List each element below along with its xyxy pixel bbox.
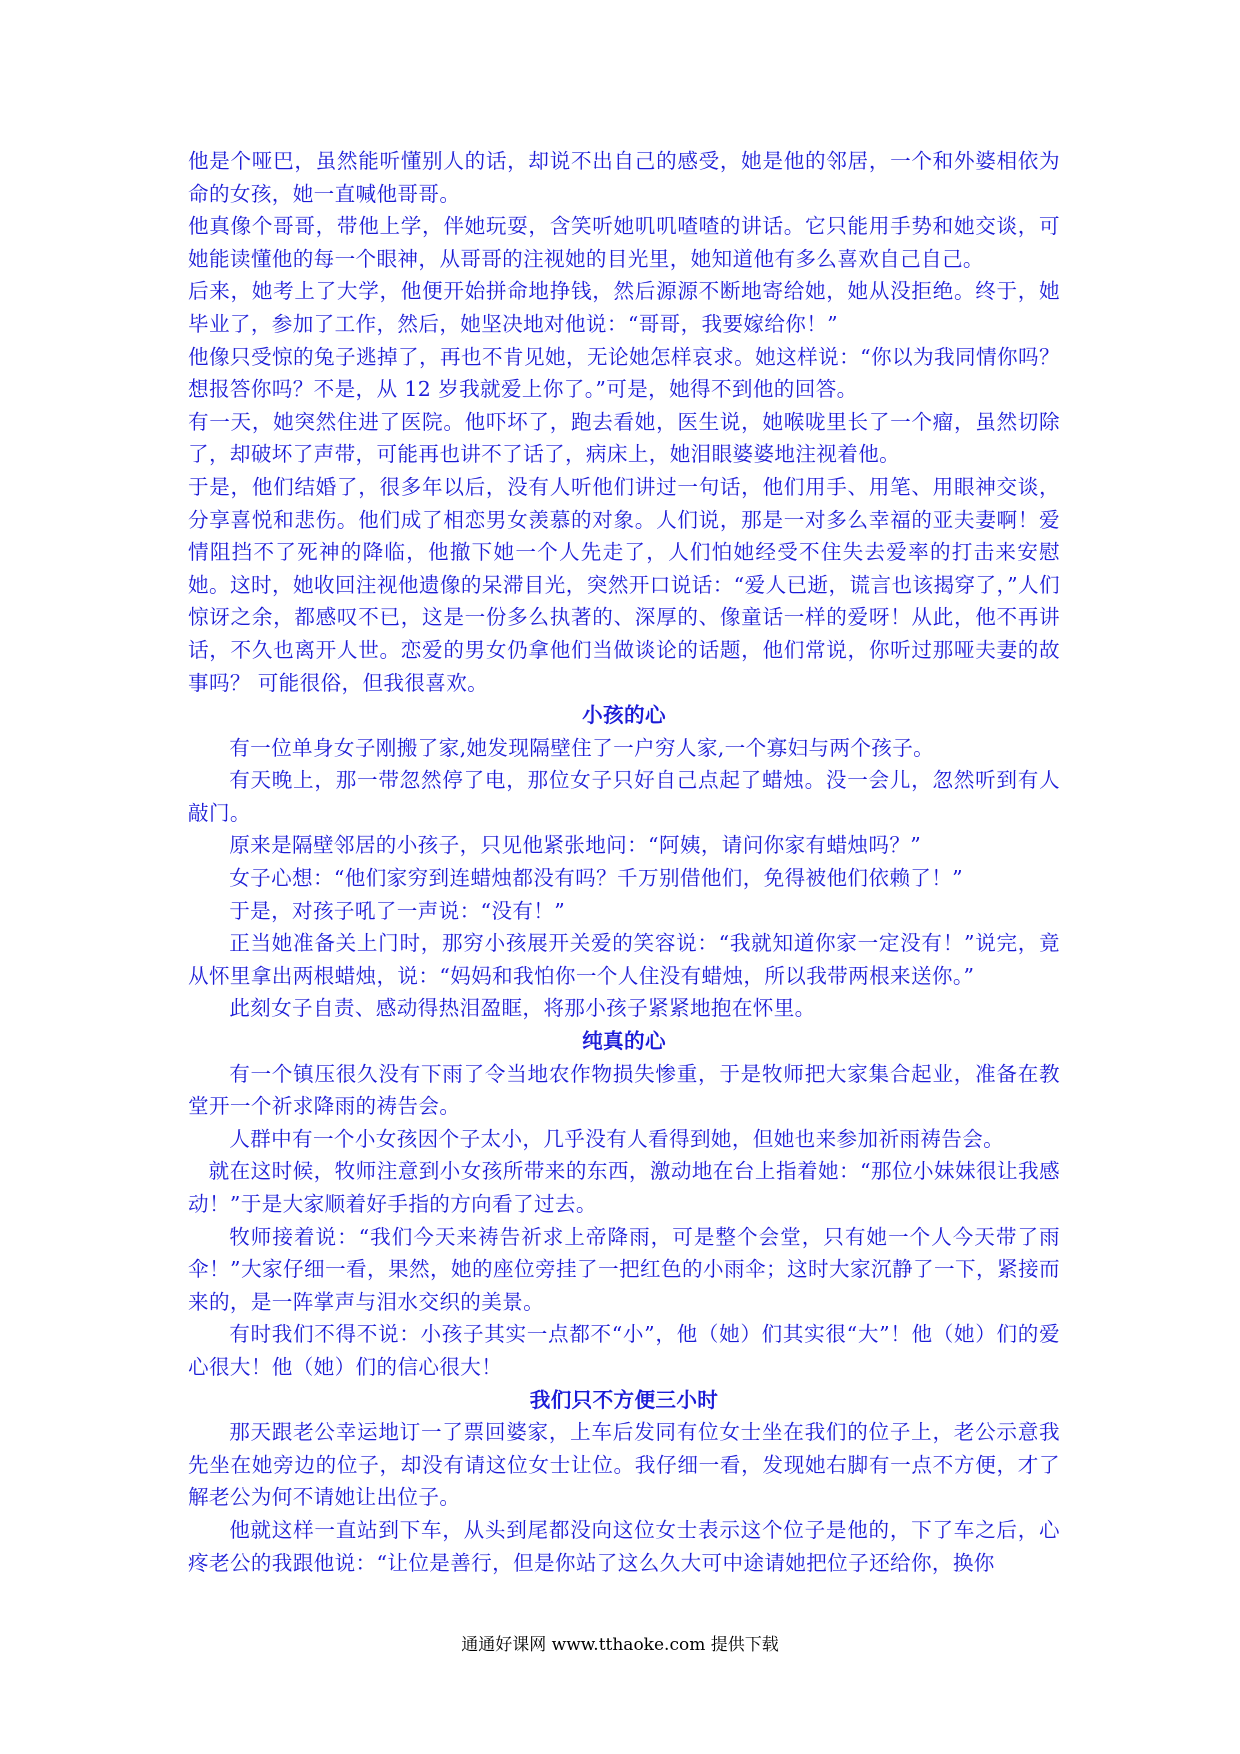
story1-paragraph-6: 于是，他们结婚了，很多年以后，没有人听他们讲过一句话，他们用手、用笔、用眼神交谈，分享喜悦和悲伤。他们成了相恋男女羡慕的对象。人们说，那是一对多么幸福的亚夫妻啊！爱情阻挡不了死神的降临，他撤下她一个人先走了，人们怕她经受不住失去爱率的打击来安慰她。这时，她收回注视他遗像的呆滞目光，突然开口说话：“爱人已逝，谎言也该揭穿了，”人们惊讶之余，都感叹不已，这是一份多么执著的、深厚的、像童话一样的爱呀！从此，他不再讲话，不久也离开人世。恋爱的男女仍拿他们当做谈论的话题，他们常说，你听过那哑夫妻的故事吗？ 可能很俗，但我很喜欢。: [188, 474, 1060, 695]
story2-paragraph-4: 女子心想：“他们家穷到连蜡烛都没有吗？千万别借他们，免得被他们依赖了！”: [229, 866, 964, 891]
story1-paragraph-4: 他像只受惊的兔子逃掉了，再也不肯见她，无论她怎样哀求。她这样说：“你以为我同情你吗？想报答你吗？不是，从 12 岁我就爱上你了。”可是，她得不到他的回答。: [188, 344, 1060, 402]
story2-paragraph-2: 有天晚上，那一带忽然停了电，那位女子只好自己点起了蜡烛。没一会儿，忽然听到有人敲门。: [188, 768, 1060, 825]
story2-title: 小孩的心: [582, 703, 666, 728]
page-footer: 通通好课网 www.tthaoke.com 提供下载: [461, 1635, 779, 1655]
document-body: [188, 145, 1060, 1579]
story4-paragraph-2: 他就这样一直站到下车，从头到尾都没向这位女士表示这个位子是他的，下了车之后，心疼老公的我跟他说：“让位是善行，但是你站了这么久大可中途请她把位子还给你，换你: [188, 1517, 1060, 1575]
story3-paragraph-5: 有时我们不得不说：小孩子其实一点都不“小”，他（她）们其实很“大”！他（她）们的爱心很大！他（她）们的信心很大！: [188, 1322, 1060, 1379]
story2-paragraph-6: 正当她准备关上门时，那穷小孩展开关爱的笑容说：“我就知道你家一定没有！”说完，竟从怀里拿出两根蜡烛，说：“妈妈和我怕你一个人住没有蜡烛，所以我带两根来送你。”: [188, 931, 1060, 988]
story2-paragraph-1: 有一位单身女子刚搬了家,她发现隔壁住了一户穷人家,一个寡妇与两个孩子。: [229, 735, 935, 760]
story1-paragraph-5: 有一天，她突然住进了医院。他吓坏了，跑去看她，医生说，她喉咙里长了一个瘤，虽然切除了，却破坏了声带，可能再也讲不了话了，病床上，她泪眼婆婆地注视着他。: [188, 409, 1060, 467]
story1-paragraph-2: 他真像个哥哥，带他上学，伴她玩耍，含笑听她叽叽喳喳的讲话。它只能用手势和她交谈，可她能读懂他的每一个眼神，从哥哥的注视她的目光里，她知道他有多么喜欢自己自己。: [188, 214, 1060, 271]
story3-paragraph-2: 人群中有一个小女孩因个子太小，几乎没有人看得到她，但她也来参加祈雨祷告会。: [229, 1126, 1005, 1151]
story4-paragraph-1: 那天跟老公幸运地订一了票回婆家，上车后发同有位女士坐在我们的位子上，老公示意我先坐在她旁边的位子，却没有请这位女士让位。我仔细一看，发现她右脚有一点不方便，才了解老公为何不请她让出位子。: [188, 1420, 1060, 1510]
story1-paragraph-1: 他是个哑巴，虽然能听懂别人的话，却说不出自己的感受，她是他的邻居，一个和外婆相依为命的女孩，她一直喊他哥哥。: [188, 149, 1060, 206]
story2-paragraph-7: 此刻女子自责、感动得热泪盈眶，将那小孩子紧紧地抱在怀里。: [229, 996, 816, 1021]
story3-paragraph-4: 牧师接着说：“我们今天来祷告祈求上帝降雨，可是整个会堂，只有她一个人今天带了雨伞！”大家仔细一看，果然，她的座位旁挂了一把红色的小雨伞；这时大家沉静了一下，紧接而来的，是一阵掌声与泪水交织的美景。: [188, 1224, 1060, 1314]
story3-paragraph-1: 有一个镇压很久没有下雨了令当地农作物损失惨重，于是牧师把大家集合起业，准备在教堂开一个祈求降雨的祷告会。: [188, 1061, 1060, 1119]
story1-paragraph-3: 后来，她考上了大学，他便开始拼命地挣钱，然后源源不断地寄给她，她从没拒绝。终于，她毕业了，参加了工作，然后，她坚决地对他说：“哥哥，我要嫁给你！”: [188, 279, 1060, 336]
story3-title: 纯真的心: [582, 1029, 666, 1054]
story4-title: 我们只不方便三小时: [529, 1387, 719, 1412]
story3-paragraph-3: 就在这时候，牧师注意到小女孩所带来的东西，激动地在台上指着她：“那位小妹妹很让我感动！”于是大家顺着好手指的方向看了过去。: [188, 1159, 1060, 1216]
story2-paragraph-3: 原来是隔壁邻居的小孩子，只见他紧张地问：“阿姨，请问你家有蜡烛吗？”: [229, 833, 922, 858]
story2-paragraph-5: 于是，对孩子吼了一声说：“没有！”: [229, 898, 566, 923]
